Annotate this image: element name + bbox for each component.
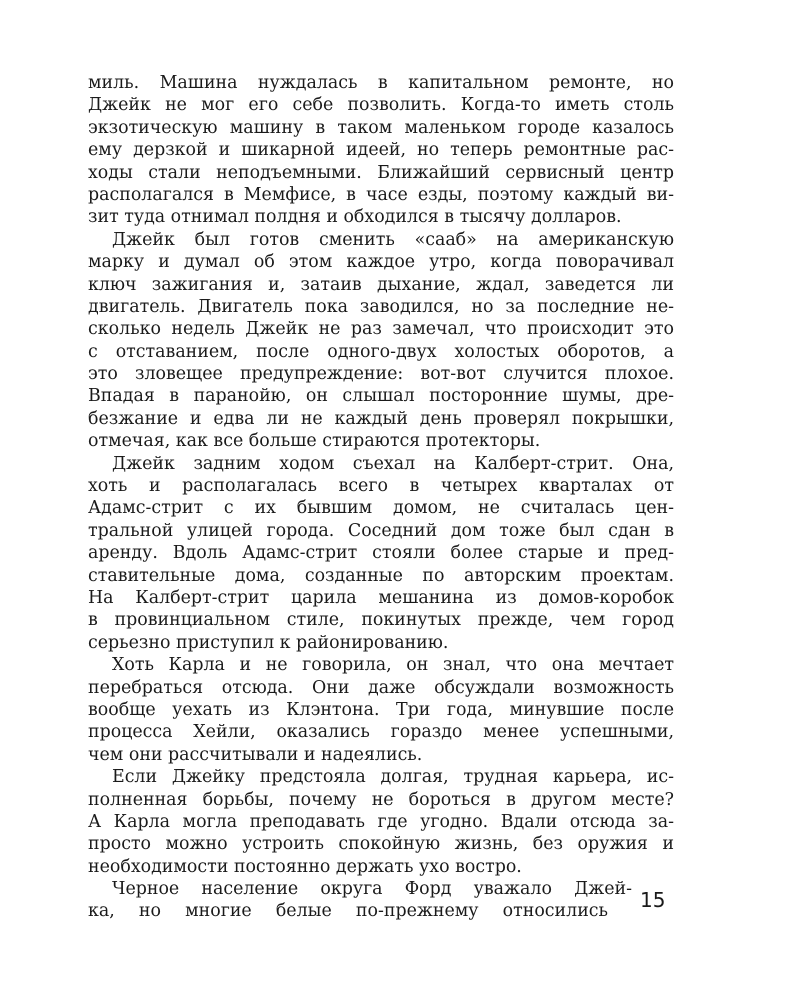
text-line: ключ зажигания и, затаив дыхание, ждал, заведется ли xyxy=(88,274,674,295)
text-line: На Калберт-стрит царила мешанина из домов-коробок xyxy=(88,587,674,608)
text-line: Хоть Карла и не говорила, он знал, что она мечтает xyxy=(112,655,674,676)
text-line: Джейк был готов сменить «сааб» на американскую xyxy=(112,229,674,250)
text-line: тральной улицей города. Соседний дом тоже был сдан в xyxy=(88,520,674,541)
text-line: серьезно приступил к районированию. xyxy=(88,632,449,653)
page-number: 15 xyxy=(640,888,666,912)
text-line: ходы стали неподъемными. Ближайший сервисный центр xyxy=(88,162,674,183)
text-line: просто можно устроить спокойную жизнь, без оружия и xyxy=(88,834,674,855)
text-line: Адамс-стрит с их бывшим домом, не считалась цен- xyxy=(88,498,674,519)
text-line: миль. Машина нуждалась в капитальном ремонте, но xyxy=(88,73,674,93)
text-line: необходимости постоянно держать ухо востро. xyxy=(88,856,522,877)
text-line: ставительные дома, созданные по авторским проектам. xyxy=(88,565,674,586)
paragraph xyxy=(88,453,674,655)
text-line: марку и думал об этом каждое утро, когда поворачивал xyxy=(88,252,674,273)
text-line: располагался в Мемфисе, в часе езды, поэтому каждый ви- xyxy=(88,184,674,205)
text-line: хоть и располагалась всего в четырех кварталах от xyxy=(88,476,674,497)
paragraph xyxy=(88,766,674,878)
text-line: ка, но многие белые по-прежнему относились xyxy=(88,901,608,922)
paragraph xyxy=(88,878,674,923)
text-line: безжание и едва ли не каждый день проверял покрышки, xyxy=(88,408,674,429)
text-line: А Карла могла преподавать где угодно. Вдали отсюда за- xyxy=(88,811,674,832)
text-line: двигатель. Двигатель пока заводился, но за последние не- xyxy=(88,296,674,317)
text-line: перебраться отсюда. Они даже обсуждали возможность xyxy=(88,677,674,698)
text-line: Впадая в паранойю, он слышал посторонние шумы, дре- xyxy=(88,386,674,407)
text-line: сколько недель Джейк не раз замечал, что происходит это xyxy=(88,319,674,340)
text-line: Джейк задним ходом съехал на Калберт-стрит. Она, xyxy=(112,453,674,474)
text-line: процесса Хейли, оказались гораздо менее успешными, xyxy=(88,722,674,743)
text-line: полненная борьбы, почему не бороться в другом месте? xyxy=(88,789,674,810)
text-line: в провинциальном стиле, покинутых прежде, чем город xyxy=(88,610,674,631)
text-line: Черное население округа Форд уважало Джей- xyxy=(112,879,632,900)
text-line: экзотическую машину в таком маленьком городе казалось xyxy=(88,117,674,138)
text-line: зит туда отнимал полдня и обходился в тысячу долларов. xyxy=(88,207,622,228)
text-line: чем они рассчитывали и надеялись. xyxy=(88,744,423,765)
book-page-text xyxy=(88,72,674,923)
paragraph xyxy=(88,654,674,766)
paragraph xyxy=(88,72,674,229)
text-line: вообще уехать из Клэнтона. Три года, минувшие после xyxy=(88,699,674,720)
text-line: Джейк не мог его себе позволить. Когда-то иметь столь xyxy=(88,95,674,116)
paragraph xyxy=(88,229,674,453)
text-line: ему дерзкой и шикарной идеей, но теперь ремонтные рас- xyxy=(88,140,674,161)
text-line: это зловещее предупреждение: вот-вот случится плохое. xyxy=(88,364,674,385)
text-line: отмечая, как все больше стираются протекторы. xyxy=(88,431,541,452)
text-line: Если Джейку предстояла долгая, трудная карьера, ис- xyxy=(112,767,674,788)
text-line: с отставанием, после одного-двух холостых оборотов, а xyxy=(88,341,674,362)
text-line: аренду. Вдоль Адамс-стрит стояли более старые и пред- xyxy=(88,543,674,564)
